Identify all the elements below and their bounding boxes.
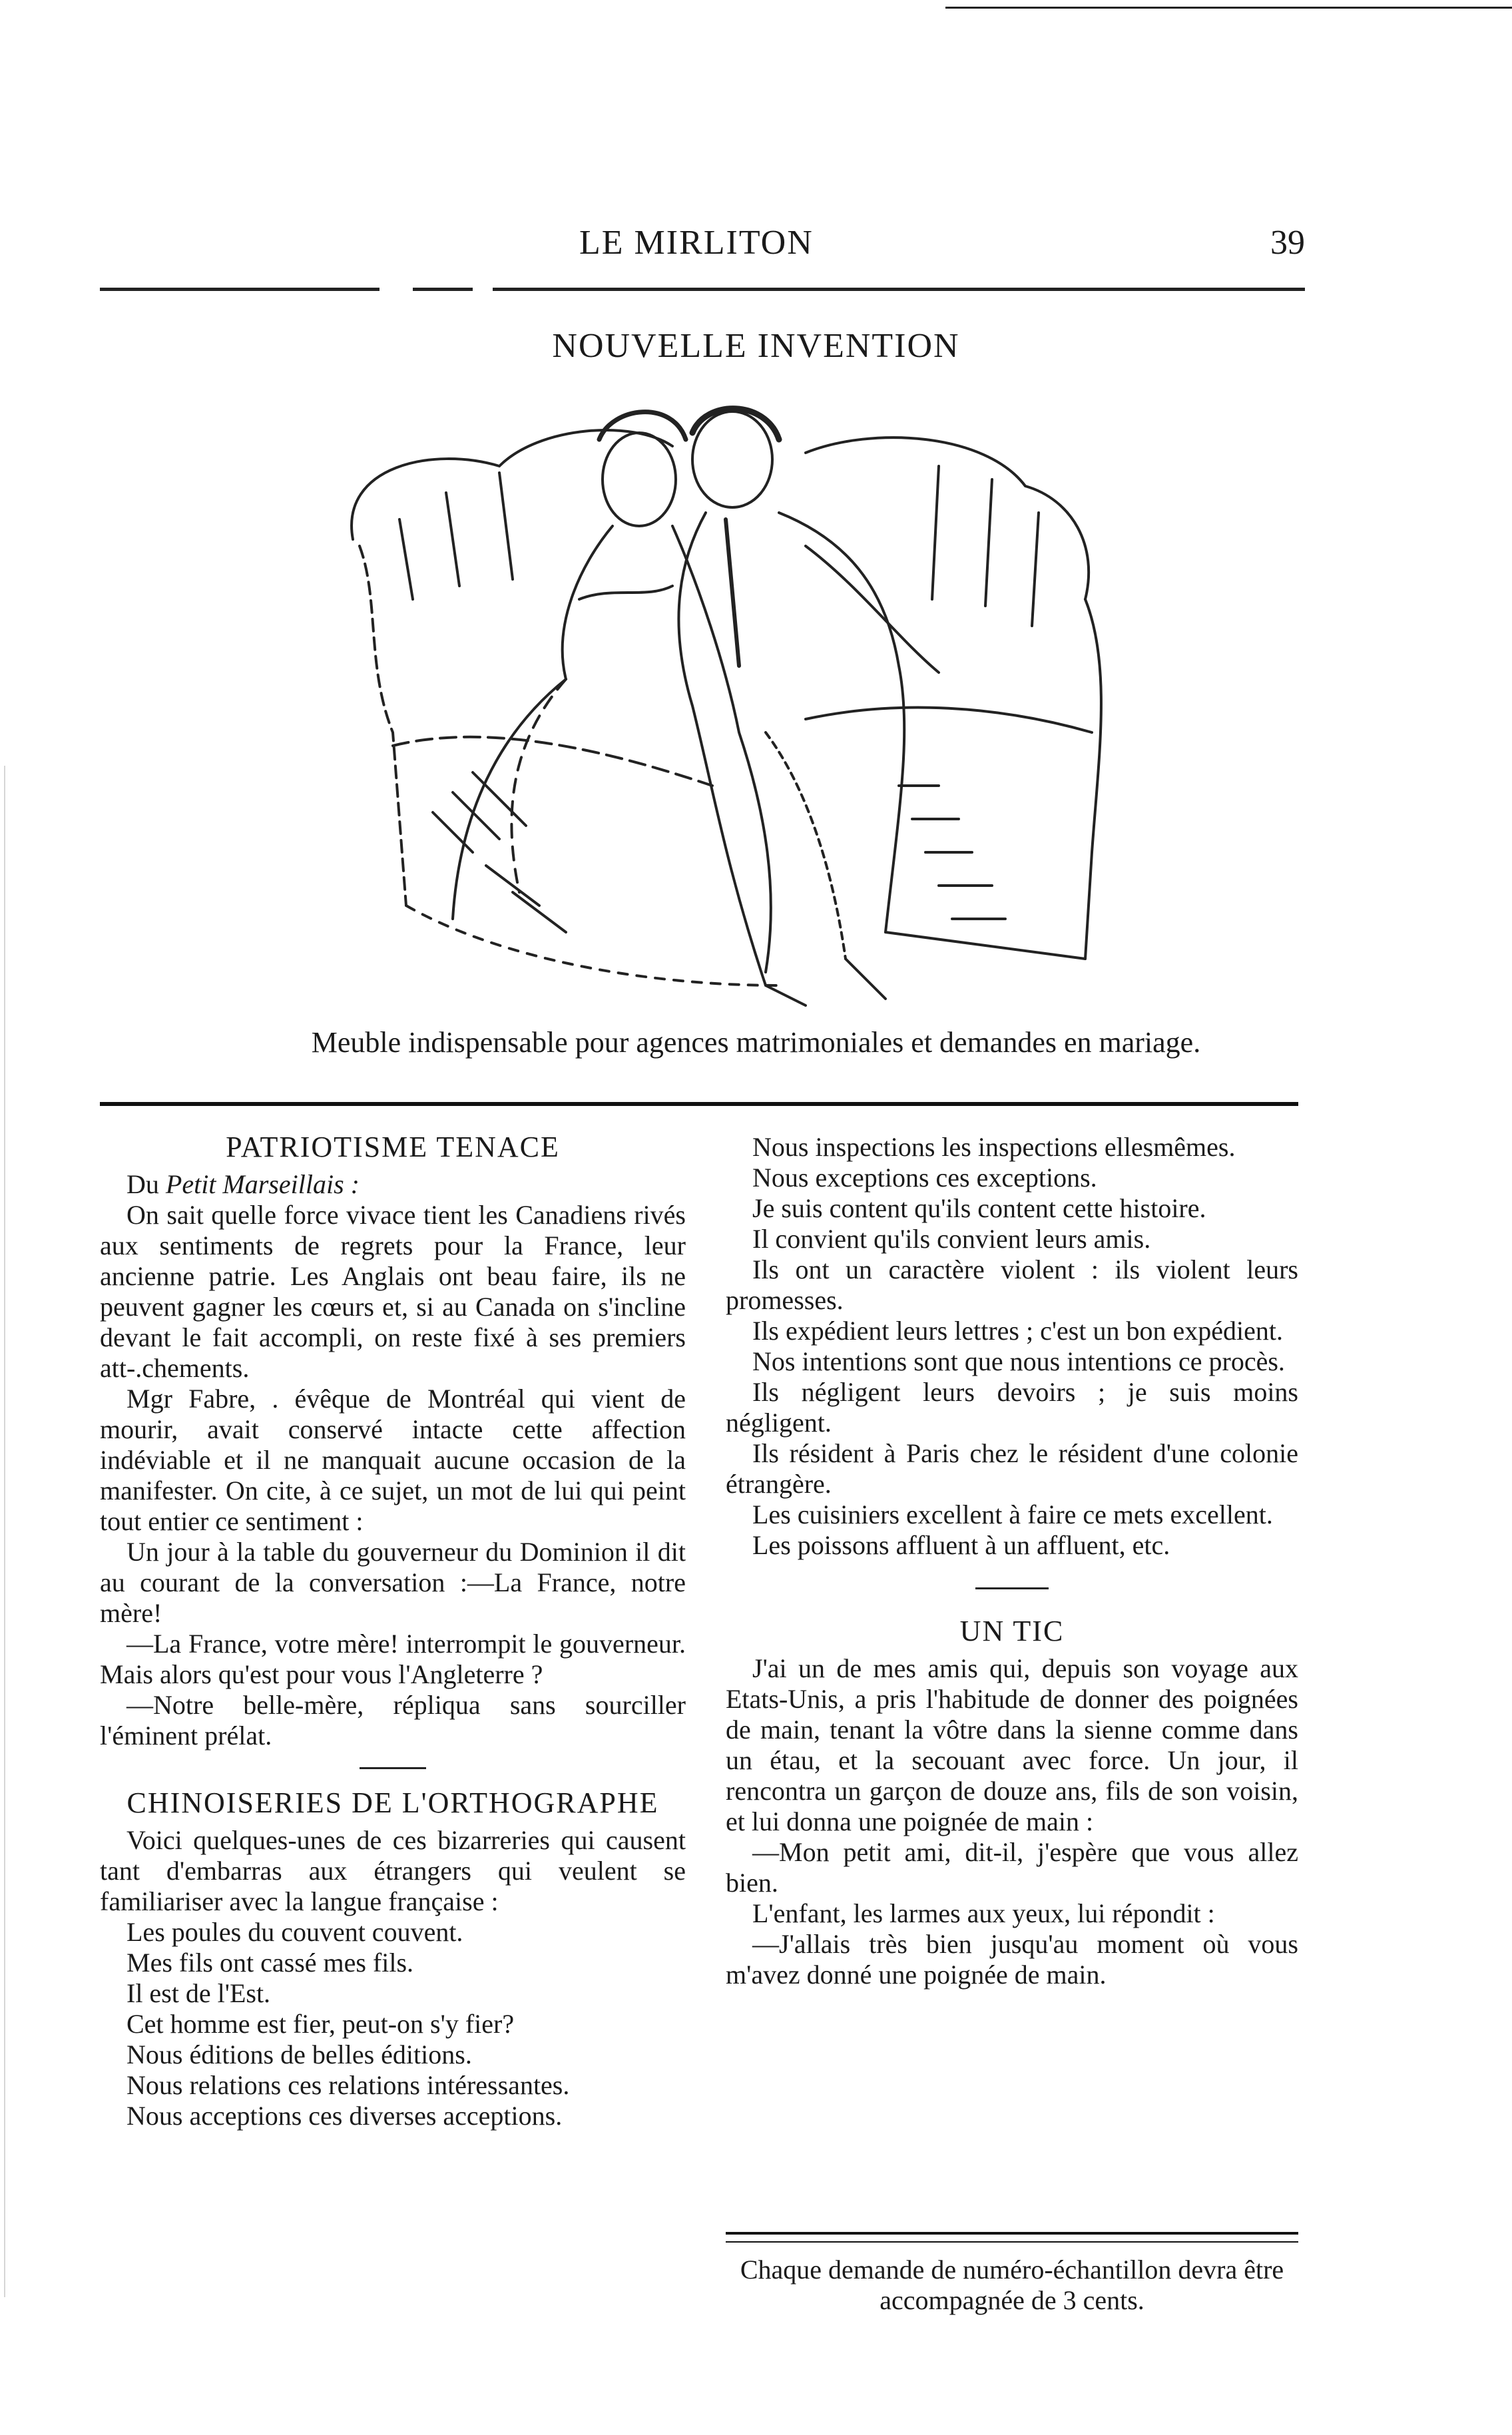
example-line: Nous acceptions ces diverses acceptions. xyxy=(126,2101,563,2131)
section-title-patriotisme: PATRIOTISME TENACE xyxy=(226,1131,560,1163)
example-line: Les poissons affluent à un affluent, etc. xyxy=(752,1530,1170,1560)
patriotisme-paragraph-4: —La France, votre mère! interrompit le gouverneur. Mais alors qu'est pour vous l'Angleterre ? xyxy=(100,1629,686,1689)
example-line: Nous exceptions ces exceptions. xyxy=(752,1163,1097,1193)
example-line: Ils négligent leurs devoirs ; je suis moins négligent. xyxy=(726,1377,1298,1438)
scan-left-edge xyxy=(4,766,5,2297)
section-title-chinoiseries: CHINOISERIES DE L'ORTHOGRAPHE xyxy=(126,1786,659,1819)
notice-rule-bottom xyxy=(726,2241,1298,2243)
patriotisme-paragraph-3: Un jour à la table du gouverneur du Dominion il dit au courant de la conversation :—La France, notre mère! xyxy=(100,1537,686,1628)
example-line: Nos intentions sont que nous intentions ce procès. xyxy=(752,1346,1285,1376)
untic-paragraph-1: J'ai un de mes amis qui, depuis son voyage aux Etats-Unis, a pris l'habitude de donner des poignées de main, tenant la vôtre dans la sienne comme dans un étau, et la secouant avec force. Un jour, il rencontra un garçon de douze ans, fils de son voisin, et lui donna une poignée de main : xyxy=(726,1653,1298,1836)
left-column xyxy=(100,1132,686,2131)
example-line: Cet homme est fier, peut-on s'y fier? xyxy=(126,2009,515,2039)
section-divider xyxy=(975,1587,1049,1589)
example-line: Ils résident à Paris chez le résident d'une colonie étrangère. xyxy=(726,1438,1298,1499)
subscription-notice: Chaque demande de numéro-échantillon devra être accompagnée de 3 cents. xyxy=(740,2255,1284,2315)
example-line: Nous relations ces relations intéressantes. xyxy=(126,2070,570,2100)
example-line: Je suis content qu'ils content cette histoire. xyxy=(752,1193,1206,1223)
page-number: 39 xyxy=(1270,224,1305,262)
source-line xyxy=(100,1169,686,1200)
patriotisme-paragraph-2: Mgr Fabre, . évêque de Montréal qui vient de mourir, avait conservé intacte cette affection indéviable et il ne manquait aucune occasion de la manifester. On cite, à ce sujet, un mot de lui qui peint tout entier ce sentiment : xyxy=(100,1384,686,1536)
example-line: Nous inspections les inspections ellesmêmes. xyxy=(752,1132,1236,1162)
example-line: Ils expédient leurs lettres ; c'est un bon expédient. xyxy=(752,1316,1283,1346)
scan-edge-line xyxy=(945,7,1512,9)
example-line: Nous éditions de belles éditions. xyxy=(126,2039,472,2069)
notice-rule-top xyxy=(726,2232,1298,2235)
section-title-un-tic: UN TIC xyxy=(959,1615,1065,1647)
example-line: Mes fils ont cassé mes fils. xyxy=(126,1948,414,1978)
source-name: Petit Marseillais : xyxy=(165,1169,360,1199)
header-rule xyxy=(100,288,1305,291)
untic-paragraph-2: —Mon petit ami, dit-il, j'espère que vous allez bien. xyxy=(726,1837,1298,1898)
untic-paragraph-3: L'enfant, les larmes aux yeux, lui répondit : xyxy=(752,1898,1215,1928)
example-line: Les cuisiniers excellent à faire ce mets excellent. xyxy=(752,1499,1273,1529)
example-line: Les poules du couvent couvent. xyxy=(126,1917,463,1947)
patriotisme-paragraph-5: —Notre belle-mère, répliqua sans sourciller l'éminent prélat. xyxy=(100,1690,686,1751)
page-header xyxy=(100,223,1305,276)
example-line: Il convient qu'ils convient leurs amis. xyxy=(752,1224,1151,1254)
chinoiseries-intro: Voici quelques-unes de ces bizarreries qui causent tant d'embarras aux étrangers qui veulent se familiariser avec la langue française : xyxy=(100,1825,686,1916)
example-line: Ils ont un caractère violent : ils violent leurs promesses. xyxy=(726,1254,1298,1315)
patriotisme-paragraph-1: On sait quelle force vivace tient les Canadiens rivés aux sentiments de regrets pour la France, leur ancienne patrie. Les Anglais ont beau faire, ils ne peuvent gagner les cœurs et, si au Canada on s'incline devant le fait accompli, on reste fixé à ses premiers att-.chements. xyxy=(100,1200,686,1383)
section-divider xyxy=(360,1767,426,1769)
example-line: Il est de l'Est. xyxy=(126,1978,271,2008)
illustration-caption: Meuble indispensable pour agences matrimoniales et demandes en mariage. xyxy=(311,1026,1201,1059)
source-prefix: Du xyxy=(126,1169,166,1199)
untic-paragraph-4: —J'allais très bien jusqu'au moment où vous m'avez donné une poignée de main. xyxy=(726,1929,1298,1990)
illustration-couple-on-sofa xyxy=(300,386,1185,1012)
right-column xyxy=(726,1132,1298,1990)
caption-rule xyxy=(100,1102,1298,1106)
running-title: LE MIRLITON xyxy=(579,224,814,262)
article-title: NOUVELLE INVENTION xyxy=(552,327,960,365)
